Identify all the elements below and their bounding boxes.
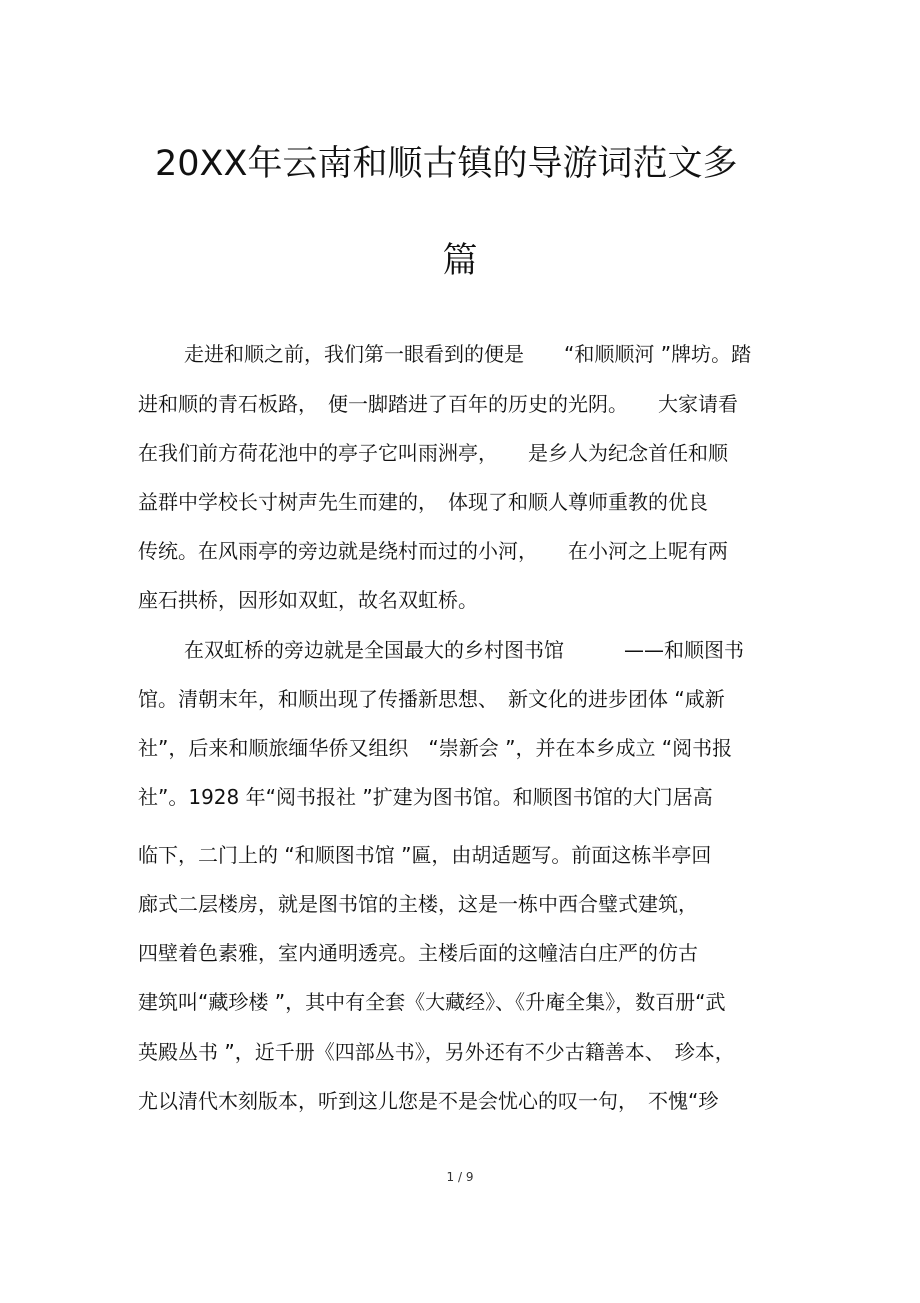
paragraph-line: 建筑叫“藏珍楼 ”，其中有全套《大藏经》、《升庵全集》，数百册“武 — [138, 990, 726, 1014]
paragraph-line: 四壁着色素雅，室内通明透亮。主楼后面的这幢洁白庄严的仿古 — [138, 941, 698, 965]
document-title-line-1: 20XX年云南和顺古镇的导游词范文多 — [155, 144, 738, 184]
page-number: 1 / 9 — [446, 1170, 474, 1184]
paragraph-line: 益群中学校长寸树声先生而建的， 体现了和顺人尊师重教的优良 — [138, 490, 708, 514]
paragraph-line: 馆。清朝末年，和顺出现了传播新思想、 新文化的进步团体 “咸新 — [138, 687, 725, 711]
paragraph-line: 在我们前方荷花池中的亭子它叫雨洲亭， 是乡人为纪念首任和顺 — [138, 441, 728, 465]
paragraph-line: 临下，二门上的 “和顺图书馆 ”匾，由胡适题写。前面这栋半亭回 — [138, 843, 712, 867]
paragraph-line: 廊式二层楼房，就是图书馆的主楼，这是一栋中西合璧式建筑， — [138, 892, 698, 916]
document-title-line-2: 篇 — [442, 241, 478, 281]
paragraph-line: 尤以清代木刻版本，听到这儿您是不是会忧心的叹一句， 不愧“珍 — [138, 1089, 719, 1113]
paragraph-line: 在双虹桥的旁边就是全国最大的乡村图书馆 ——和顺图书 — [184, 638, 744, 662]
paragraph-line: 传统。在风雨亭的旁边就是绕村而过的小河， 在小河之上呢有两 — [138, 539, 728, 563]
paragraph-line: 进和顺的青石板路， 便一脚踏进了百年的历史的光阴。 大家请看 — [138, 392, 738, 416]
paragraph-line: 英殿丛书 ”，近千册《四部丛书》，另外还有不少古籍善本、 珍本， — [138, 1040, 735, 1064]
paragraph-line: 社”，后来和顺旅缅华侨又组织 “崇新会 ”，并在本乡成立 “阅书报 — [138, 736, 733, 760]
paragraph-line: 社”。1928 年“阅书报社 ”扩建为图书馆。和顺图书馆的大门居高 — [138, 785, 713, 809]
paragraph-line: 座石拱桥，因形如双虹，故名双虹桥。 — [138, 588, 478, 612]
paragraph-line: 走进和顺之前，我们第一眼看到的便是 “和顺顺河 ”牌坊。踏 — [184, 342, 752, 366]
